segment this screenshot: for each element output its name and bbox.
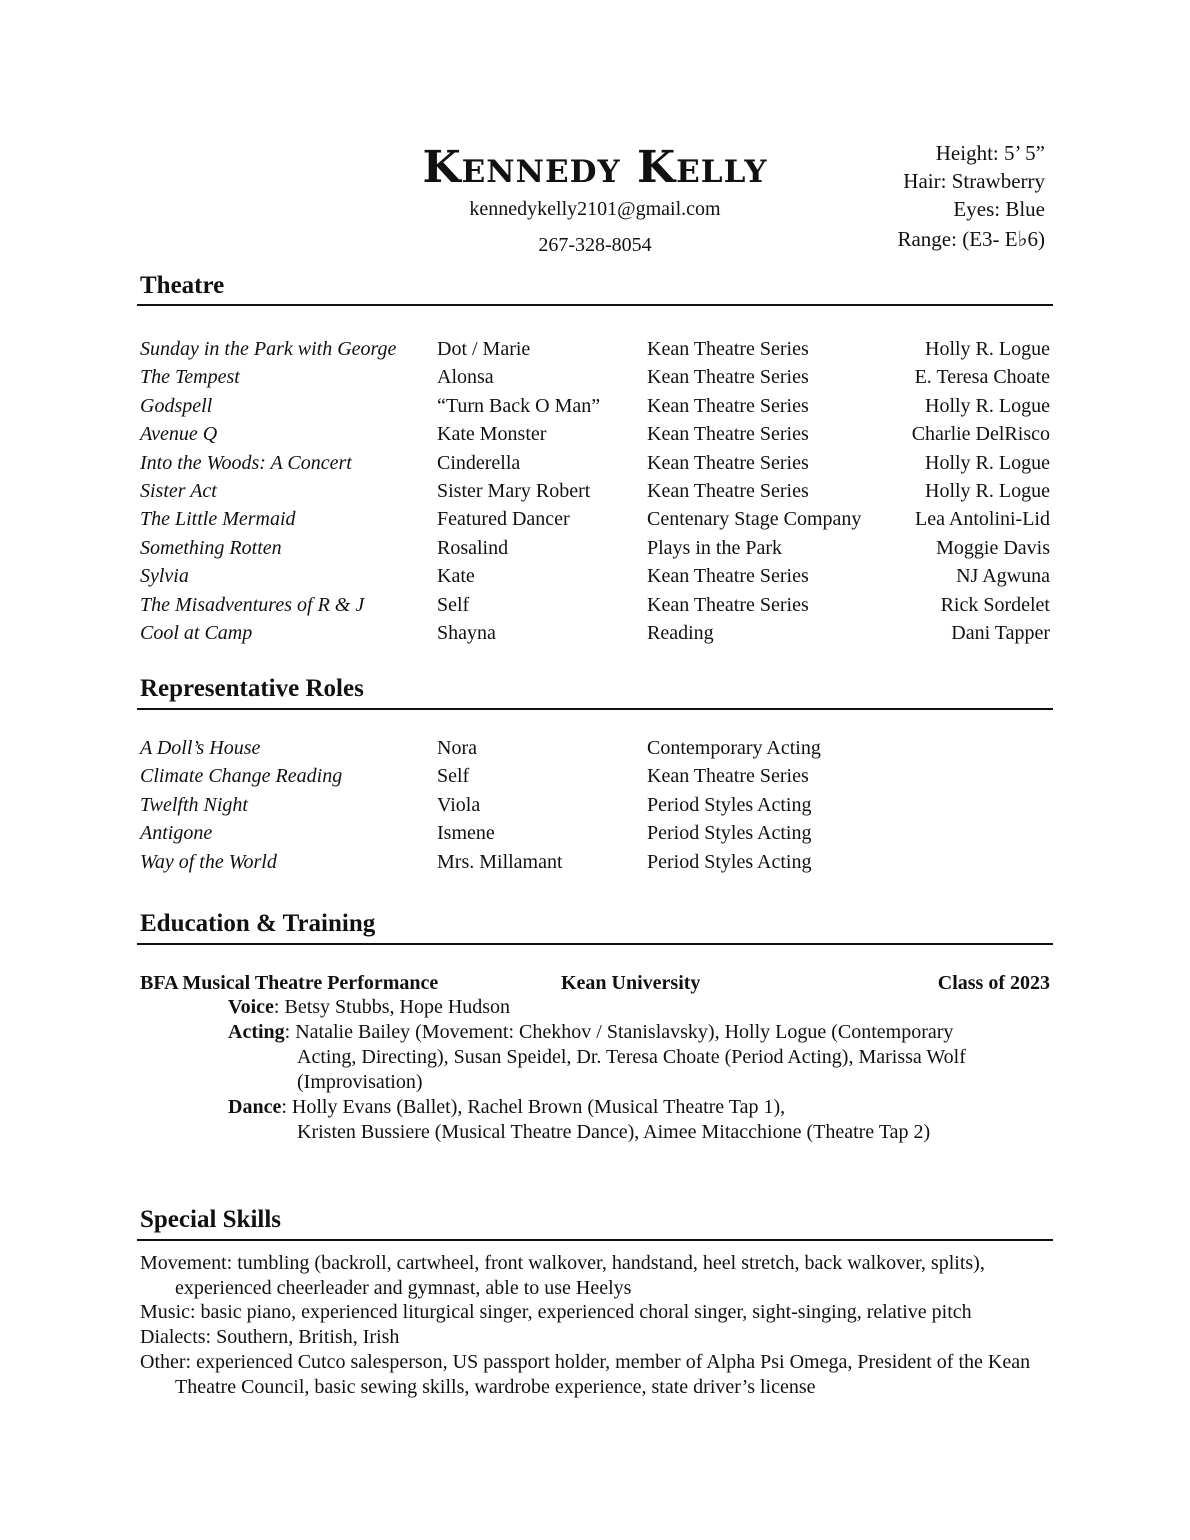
degree: BFA Musical Theatre Performance [140, 972, 439, 994]
show-title: Avenue Q [140, 423, 218, 446]
section-title-education: Education & Training [140, 910, 376, 937]
company: Kean Theatre Series [647, 593, 809, 616]
credit-row [140, 392, 1050, 420]
show-title: Something Rotten [140, 536, 282, 559]
role: Cinderella [437, 451, 521, 474]
role: Featured Dancer [437, 508, 570, 531]
company: Kean Theatre Series [647, 394, 809, 417]
stats-block [840, 140, 1045, 252]
director: Charlie DelRisco [911, 423, 1050, 446]
credit-row [140, 734, 1050, 762]
role: Rosalind [437, 536, 509, 559]
company: Period Styles Acting [647, 850, 812, 873]
director: Moggie Davis [936, 536, 1050, 559]
role: Viola [437, 793, 481, 816]
role: Ismene [437, 822, 495, 845]
role: Dot / Marie [437, 338, 531, 360]
show-title: Sister Act [140, 480, 217, 502]
stat-eyes: Eyes: Blue [953, 197, 1045, 221]
show-title: Climate Change Reading [140, 765, 343, 788]
company: Kean Theatre Series [647, 765, 809, 788]
show-title: Twelfth Night [140, 793, 248, 816]
director: NJ Agwuna [956, 565, 1050, 588]
section-title-skills: Special Skills [140, 1206, 282, 1233]
director: Lea Antolini-Lid [915, 508, 1050, 531]
show-title: Into the Woods: A Concert [140, 451, 352, 474]
company: Kean Theatre Series [647, 366, 809, 389]
director: Holly R. Logue [925, 338, 1050, 360]
section-divider [137, 943, 1053, 945]
show-title: Sylvia [140, 565, 189, 588]
section-divider [137, 304, 1053, 306]
role: Self [437, 765, 470, 788]
show-title: Antigone [140, 822, 213, 845]
credit-row [140, 534, 1050, 562]
credit-row [140, 591, 1050, 619]
director: Rick Sordelet [940, 593, 1050, 616]
director: E. Teresa Choate [914, 366, 1050, 389]
skill-dialects: Dialects: Southern, British, Irish [140, 1326, 400, 1348]
director: Holly R. Logue [925, 480, 1050, 502]
training-acting-line: Acting, Directing), Susan Speidel, Dr. Teresa Choate (Period Acting), Marissa Wolf [297, 1046, 966, 1068]
training-voice: Voice: Betsy Stubbs, Hope Hudson [228, 996, 511, 1018]
company: Contemporary Acting [647, 737, 821, 759]
director: Holly R. Logue [925, 394, 1050, 417]
credit-row [140, 477, 1050, 505]
role: Shayna [437, 622, 496, 644]
skill-movement: Movement: tumbling (backroll, cartwheel, front walkover, handstand, heel stretch, back walkover, splits), experienced cheerleader and gymnast, able to use Heelys [140, 1252, 985, 1299]
stat-height: Height: 5’ 5” [935, 141, 1045, 165]
company: Centenary Stage Company [647, 508, 862, 531]
show-title: The Tempest [140, 366, 240, 389]
role: Alonsa [437, 366, 494, 389]
education-entry [140, 969, 1050, 997]
credit-row [140, 335, 1050, 363]
training-list [228, 995, 1028, 1145]
stat-range: Range: (E3- E♭6) [897, 227, 1045, 251]
role: Nora [437, 737, 477, 759]
company: Kean Theatre Series [647, 338, 809, 360]
email: kennedykelly2101@gmail.com [469, 198, 721, 220]
section-title-roles: Representative Roles [140, 675, 364, 702]
company: Period Styles Acting [647, 822, 812, 845]
skill-other: Other: experienced Cutco salesperson, US passport holder, member of Alpha Psi Omega, President of the Kean Theatre Council, basic sewing skills, wardrobe experience, state driver’s license [140, 1351, 1031, 1398]
show-title: The Little Mermaid [140, 508, 296, 531]
section-title-theatre: Theatre [140, 272, 225, 299]
role: Sister Mary Robert [437, 480, 591, 502]
credit-row [140, 762, 1050, 790]
credit-row [140, 363, 1050, 391]
show-title: A Doll’s House [140, 737, 261, 759]
training-acting-line: (Improvisation) [297, 1071, 423, 1093]
show-title: The Misadventures of R & J [140, 593, 365, 616]
company: Kean Theatre Series [647, 565, 809, 588]
training-dance-line: Kristen Bussiere (Musical Theatre Dance), Aimee Mitacchione (Theatre Tap 2) [297, 1121, 931, 1143]
show-title: Cool at Camp [140, 622, 253, 644]
credit-row [140, 505, 1050, 533]
training-dance: Dance: Holly Evans (Ballet), Rachel Brown (Musical Theatre Tap 1), [228, 1096, 786, 1118]
credit-row [140, 848, 1050, 876]
school: Kean University [561, 972, 701, 994]
credit-row [140, 562, 1050, 590]
company: Period Styles Acting [647, 793, 812, 816]
credit-row [140, 420, 1050, 448]
show-title: Way of the World [140, 850, 277, 873]
section-divider [137, 1239, 1053, 1241]
company: Kean Theatre Series [647, 451, 809, 474]
company: Kean Theatre Series [647, 423, 809, 446]
training-acting: Acting: Natalie Bailey (Movement: Chekhov / Stanislavsky), Holly Logue (Contemporary [228, 1021, 954, 1043]
company: Reading [647, 622, 714, 644]
director: Holly R. Logue [925, 451, 1050, 474]
credit-row [140, 619, 1050, 647]
section-divider [137, 708, 1053, 710]
role: Kate Monster [437, 423, 547, 446]
credit-row [140, 449, 1050, 477]
skill-music: Music: basic piano, experienced liturgical singer, experienced choral singer, sight-singing, relative pitch [140, 1301, 972, 1323]
credit-row [140, 791, 1050, 819]
show-title: Sunday in the Park with George [140, 338, 397, 360]
applicant-name: Kennedy Kelly [422, 142, 768, 193]
stat-hair: Hair: Strawberry [903, 169, 1045, 193]
role: Self [437, 593, 470, 616]
company: Kean Theatre Series [647, 480, 809, 502]
graduation-year: Class of 2023 [937, 972, 1050, 994]
phone: 267-328-8054 [538, 234, 652, 256]
show-title: Godspell [140, 394, 213, 417]
director: Dani Tapper [951, 622, 1050, 644]
company: Plays in the Park [647, 536, 782, 559]
role: Mrs. Millamant [437, 850, 563, 873]
credit-row [140, 819, 1050, 847]
role: “Turn Back O Man” [437, 394, 601, 417]
role: Kate [437, 565, 475, 588]
